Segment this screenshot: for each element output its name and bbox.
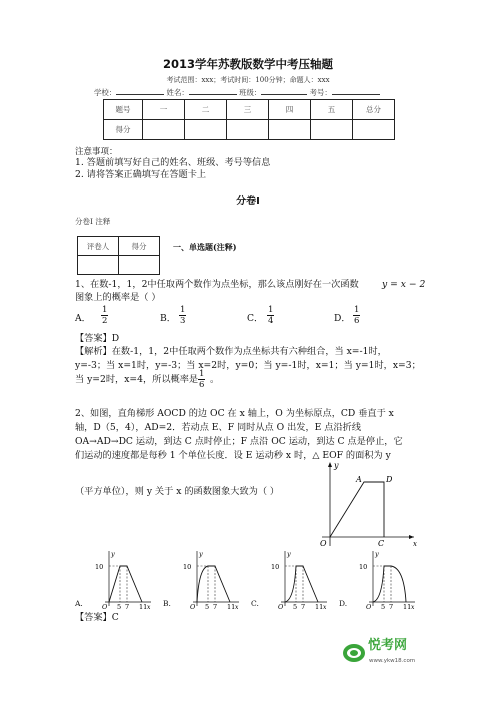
- score-input-cell[interactable]: [185, 120, 227, 140]
- option-fraction: [101, 305, 108, 326]
- point-a-label: A: [356, 475, 362, 484]
- graph-tick-x: 7: [301, 603, 306, 610]
- q2-line: OA→AD→DC 运动，到达 C 点时停止；F 点沿 OC 运动，到达 C 点是停止，它: [75, 436, 403, 447]
- score-input-cell[interactable]: [353, 120, 395, 140]
- id-blank[interactable]: [332, 86, 380, 95]
- graph-tick-x: 7: [389, 603, 394, 610]
- class-label: 班级：: [239, 88, 262, 97]
- q1-options: [75, 305, 435, 333]
- logo-name: 悦考网: [368, 638, 408, 653]
- score-input-cell[interactable]: [311, 120, 353, 140]
- frac-den: 3: [180, 316, 186, 326]
- q2-line: 轴，D（5，4），AD=2．若动点 E、F 同时从点 O 出发，E 点沿折线: [75, 422, 362, 433]
- option-fraction: [353, 305, 360, 326]
- origin-label: O: [320, 539, 327, 548]
- frac-num: 1: [354, 305, 360, 315]
- exam-info: 考试范围：xxx；考试时间：100分钟；命题人：xxx: [166, 76, 330, 84]
- q2-line: 们运动的速度都是每秒 1 个单位长度．设 E 运动秒 x 时，△ EOF 的面积为 y: [75, 450, 391, 461]
- y-axis-arrow: [328, 462, 332, 467]
- frac-num: 1: [180, 305, 186, 315]
- graph-tick-x: 11: [227, 603, 236, 610]
- graph-origin: O: [366, 603, 372, 610]
- graph-tick-y: 10: [359, 563, 368, 571]
- trapezoid-figure: [312, 458, 420, 550]
- score-table: [103, 99, 395, 140]
- analysis-fraction: [198, 369, 205, 390]
- graph-option-label: C.: [251, 599, 259, 608]
- score-row-label: 得分: [104, 120, 143, 140]
- leaf-logo-icon: [342, 642, 366, 664]
- note-item: 1. 答题前填写好自己的姓名、班级、考号等信息: [75, 157, 271, 168]
- frac-den: 2: [102, 316, 108, 326]
- graph-x-label: x: [323, 604, 327, 610]
- id-label: 考号：: [309, 88, 332, 97]
- score-cell: 题号: [104, 100, 143, 120]
- graph-option-label: D.: [339, 599, 348, 608]
- score-cell: 五: [311, 100, 353, 120]
- name-blank[interactable]: [189, 86, 237, 95]
- x-label: x: [413, 540, 417, 548]
- score-table-row: [104, 120, 395, 140]
- logo-url: www.ykw18.com: [369, 658, 416, 664]
- option-label: C．: [247, 313, 264, 324]
- graph-tick-x: 5: [381, 603, 386, 610]
- score-cell: 一: [143, 100, 185, 120]
- graph-tick-x: 5: [293, 603, 298, 610]
- score-table-header-row: [104, 100, 395, 120]
- graph-tick-x: 5: [117, 603, 122, 610]
- graph-x-label: x: [235, 604, 239, 610]
- grader-input-cell[interactable]: [78, 256, 119, 275]
- school-blank[interactable]: [116, 86, 164, 95]
- frac-den: 6: [199, 380, 205, 390]
- graph-option-a: [83, 548, 153, 610]
- grader-input-cell[interactable]: [119, 256, 160, 275]
- score-input-cell[interactable]: [227, 120, 269, 140]
- score-cell: 四: [269, 100, 311, 120]
- q1-analysis-line: 当 y=2时，x=4，所以概率是: [75, 374, 199, 385]
- score-cell: 总分: [353, 100, 395, 120]
- y-label: y: [334, 461, 339, 470]
- trapezoid-outline: [330, 482, 384, 537]
- option-fraction: [267, 305, 274, 326]
- section-title: 分卷I: [236, 196, 260, 207]
- part-title: 一、单选题(注释): [173, 242, 237, 252]
- q1-stem-b: 图象上的概率是（ ）: [75, 292, 161, 303]
- q1-stem: [75, 279, 359, 291]
- section-note: 分卷I 注释: [75, 217, 111, 226]
- graph-tick-x: 11: [315, 603, 324, 610]
- graph-origin: O: [278, 603, 284, 610]
- graph-tick-y: 10: [271, 563, 280, 571]
- point-c-label: C: [378, 539, 385, 548]
- note-item: 2. 请将答案正确填写在答题卡上: [75, 169, 207, 180]
- q1-formula: y = x − 2: [382, 279, 426, 290]
- q2-answer: 【答案】C: [75, 612, 119, 623]
- graph-option-c: [259, 548, 329, 610]
- notes-heading: 注意事项：: [75, 147, 118, 157]
- point-d-label: D: [386, 475, 393, 484]
- student-info-line: [94, 86, 380, 99]
- option-label: B．: [160, 313, 176, 324]
- grader-table: [77, 236, 160, 275]
- graph-tick-x: 5: [205, 603, 210, 610]
- graph-tick-x: 7: [213, 603, 218, 610]
- graph-y-label: y: [199, 550, 203, 558]
- option-fraction: [179, 305, 186, 326]
- grader-cell: 得分: [119, 237, 160, 256]
- page-title: 2013学年苏教版数学中考压轴题: [162, 57, 333, 71]
- graph-option-label: B.: [163, 599, 171, 608]
- graph-origin: O: [102, 603, 108, 610]
- score-input-cell[interactable]: [143, 120, 185, 140]
- graph-curve: [373, 566, 406, 602]
- frac-num: 1: [199, 369, 205, 379]
- class-blank[interactable]: [261, 86, 307, 95]
- analysis-end: 。: [210, 374, 220, 385]
- graph-option-b: [171, 548, 241, 610]
- graph-tick-y: 10: [183, 563, 192, 571]
- q1-analysis-line: 【解析】在数-1，1，2中任取两个数作为点坐标共有六种组合，当 x=-1时，: [75, 346, 387, 357]
- q1-analysis-line: y=-3；当 x=1时，y=-3；当 x=2时，y=0；当 y=-1时，x=1；当 y=1时，x=3；: [75, 360, 421, 371]
- q1-stem-text: 1、在数-1，1，2中任取两个数作为点坐标，那么该点刚好在一次函数: [75, 279, 359, 290]
- school-label: 学校：: [94, 88, 117, 97]
- grader-cell: 评卷人: [78, 237, 119, 256]
- score-input-cell[interactable]: [269, 120, 311, 140]
- graph-tick-x: 11: [139, 603, 148, 610]
- score-cell: 二: [185, 100, 227, 120]
- frac-den: 4: [268, 316, 274, 326]
- score-cell: 三: [227, 100, 269, 120]
- graph-y-label: y: [375, 550, 379, 558]
- graph-origin: O: [190, 603, 196, 610]
- x-axis-arrow: [409, 535, 414, 539]
- graph-x-label: x: [411, 604, 415, 610]
- name-label: 姓名：: [166, 88, 189, 97]
- frac-num: 1: [102, 305, 108, 315]
- graph-x-label: x: [147, 604, 151, 610]
- graph-curve: [197, 566, 230, 602]
- graph-tick-x: 7: [125, 603, 130, 610]
- option-label: D．: [334, 313, 351, 324]
- graph-tick-x: 11: [403, 603, 412, 610]
- option-label: A．: [75, 313, 91, 324]
- q2-line: （平方单位），则 y 关于 x 的函数图象大致为（ ）: [75, 486, 280, 497]
- q2-line: 2、如图，直角梯形 AOCD 的边 OC 在 x 轴上，O 为坐标原点，CD 垂直于 x: [75, 408, 394, 419]
- graph-y-label: y: [287, 550, 291, 558]
- graph-option-label: A.: [75, 599, 83, 608]
- graph-option-d: [347, 548, 417, 610]
- graph-tick-y: 10: [95, 563, 104, 571]
- graph-curve: [285, 566, 318, 602]
- frac-num: 1: [268, 305, 274, 315]
- graph-y-label: y: [111, 550, 115, 558]
- graph-curve: [109, 566, 142, 602]
- q1-answer: 【答案】D: [75, 333, 120, 344]
- q2-option-graphs: [75, 548, 435, 610]
- frac-den: 6: [354, 316, 360, 326]
